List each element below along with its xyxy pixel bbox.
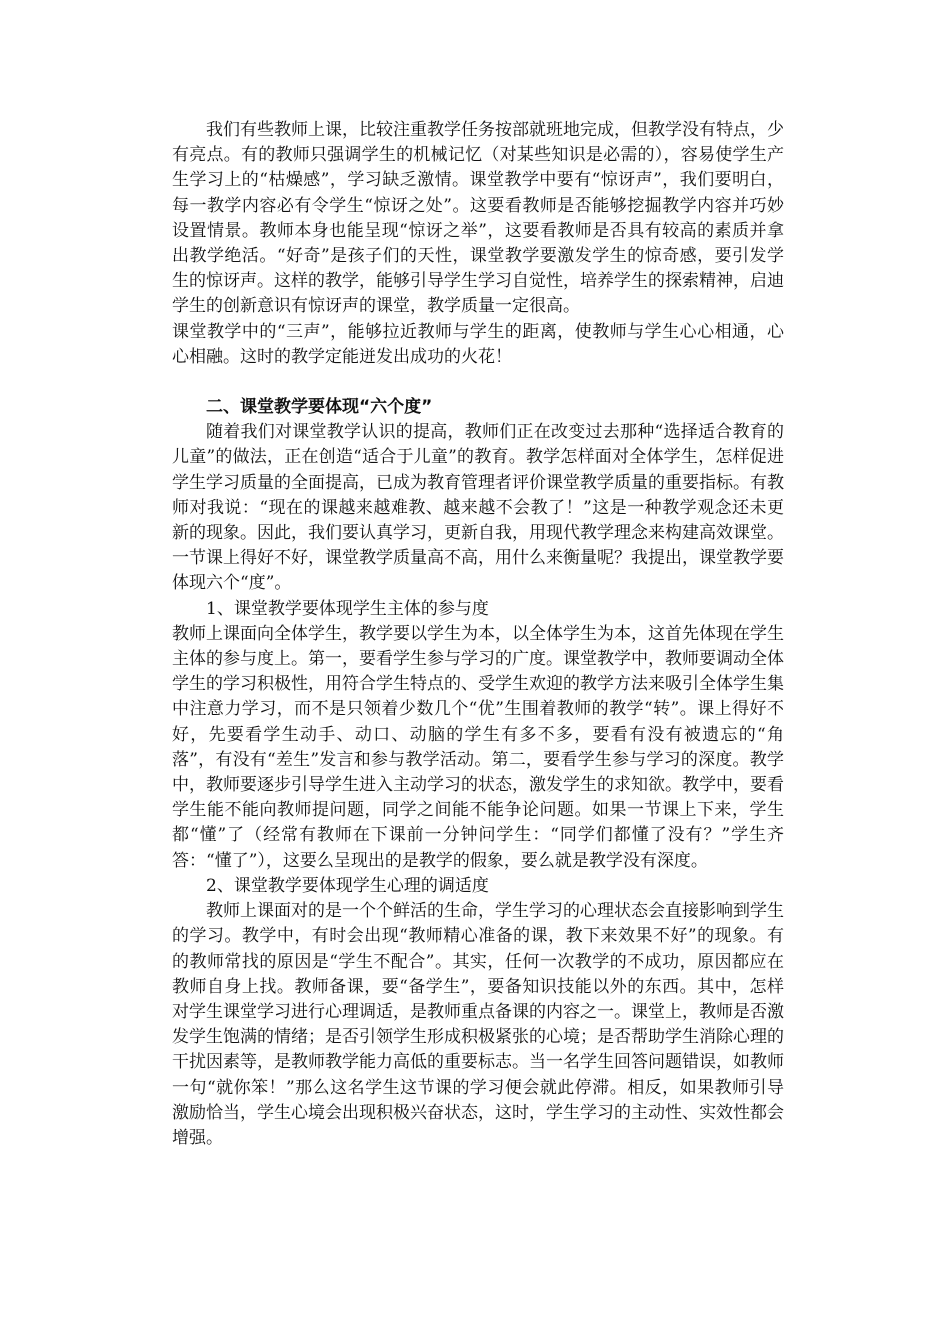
- paragraph-surprise-sound: 我们有些教师上课，比较注重教学任务按部就班地完成，但教学没有特点，少有亮点。有的教师只强调学生的机械记忆（对某些知识是必需的），容易使学生产生学习上的“枯燥感”，学习缺乏激情。课堂教学中要有“惊讶声”，我们要明白，每一教学内容必有令学生“惊讶之处”。这要看教师是否能够挖掘教学内容并巧妙设置情景。教师本身也能呈现“惊讶之举”，这要看教师是否具有较高的素质并拿出教学绝活。“好奇”是孩子们的天性，课堂教学要激发学生的惊奇感，要引发学生的惊讶声。这样的教学，能够引导学生学习自觉性，培养学生的探索精神，启迪学生的创新意识有惊讶声的课堂，教学质量一定很高。: [172, 120, 784, 317]
- paragraph-how-to-measure: 一节课上得好不好，课堂教学质量高不高，用什么来衡量呢？我提出，课堂教学要体现六个“度”。: [172, 548, 784, 594]
- subheading-participation: 1、课堂教学要体现学生主体的参与度: [206, 598, 489, 619]
- document-body: [172, 118, 784, 1151]
- paragraph-six-degrees-intro: 随着我们对课堂教学认识的提高，教师们正在改变过去那种“选择适合教育的儿童”的做法，正在创造“适合于儿童”的教育。教学怎样面对全体学生，怎样促进学生学习质量的全面提高，已成为教育管理者评价课堂教学质量的重要指标。有教师对我说：“现在的课越来越难教、越来越不会教了！”这是一种教学观念还未更新的现象。因此，我们要认真学习，更新自我，用现代教学理念来构建高效课堂。: [172, 422, 784, 544]
- section-heading-six-degrees: 二、课堂教学要体现“六个度”: [206, 397, 433, 418]
- subheading-psychological-adjustment: 2、课堂教学要体现学生心理的调适度: [206, 875, 489, 896]
- paragraph-three-sounds-summary: 课堂教学中的“三声”，能够拉近教师与学生的距离，使教师与学生心心相通，心心相融。这时的教学定能迸发出成功的火花！: [172, 321, 784, 367]
- paragraph-psychological-adjustment: 教师上课面对的是一个个鲜活的生命，学生学习的心理状态会直接影响到学生的学习。教学中，有时会出现“教师精心准备的课，教下来效果不好”的现象。有的教师常找的原因是“学生不配合”。其实，任何一次教学的不成功，原因都应在教师自身上找。教师备课，要“备学生”，要备知识技能以外的东西。其中，怎样对学生课堂学习进行心理调适，是教师重点备课的内容之一。课堂上，教师是否激发学生饱满的情绪；是否引领学生形成积极紧张的心境；是否帮助学生消除心理的干扰因素等，是教师教学能力高低的重要标志。当一名学生回答问题错误，如教师一句“就你笨！”那么这名学生这节课的学习便会就此停滞。相反，如果教师引导激励恰当，学生心境会出现积极兴奋状态，这时，学生学习的主动性、实效性都会增强。: [172, 901, 784, 1148]
- paragraph-participation: 教师上课面向全体学生，教学要以学生为本，以全体学生为本，这首先体现在学生主体的参与度上。第一，要看学生参与学习的广度。课堂教学中，教师要调动全体学生的学习积极性，用符合学生特点的、受学生欢迎的教学方法来吸引全体学生集中注意力学习，而不是只领着少数几个“优”生围着教师的教学“转”。课上得好不好，先要看学生动手、动口、动脑的学生有多不多，要看有没有被遗忘的“角落”，有没有“差生”发言和参与教学活动。第二，要看学生参与学习的深度。教学中，教师要逐步引导学生进入主动学习的状态，激发学生的求知欲。教学中，要看学生能不能向教师提问题，同学之间能不能争论问题。如果一节课上下来，学生都“懂”了（经常有教师在下课前一分钟问学生：“同学们都懂了没有？”学生齐答：“懂了”），这要么呈现出的是教学的假象，要么就是教学没有深度。: [172, 623, 784, 871]
